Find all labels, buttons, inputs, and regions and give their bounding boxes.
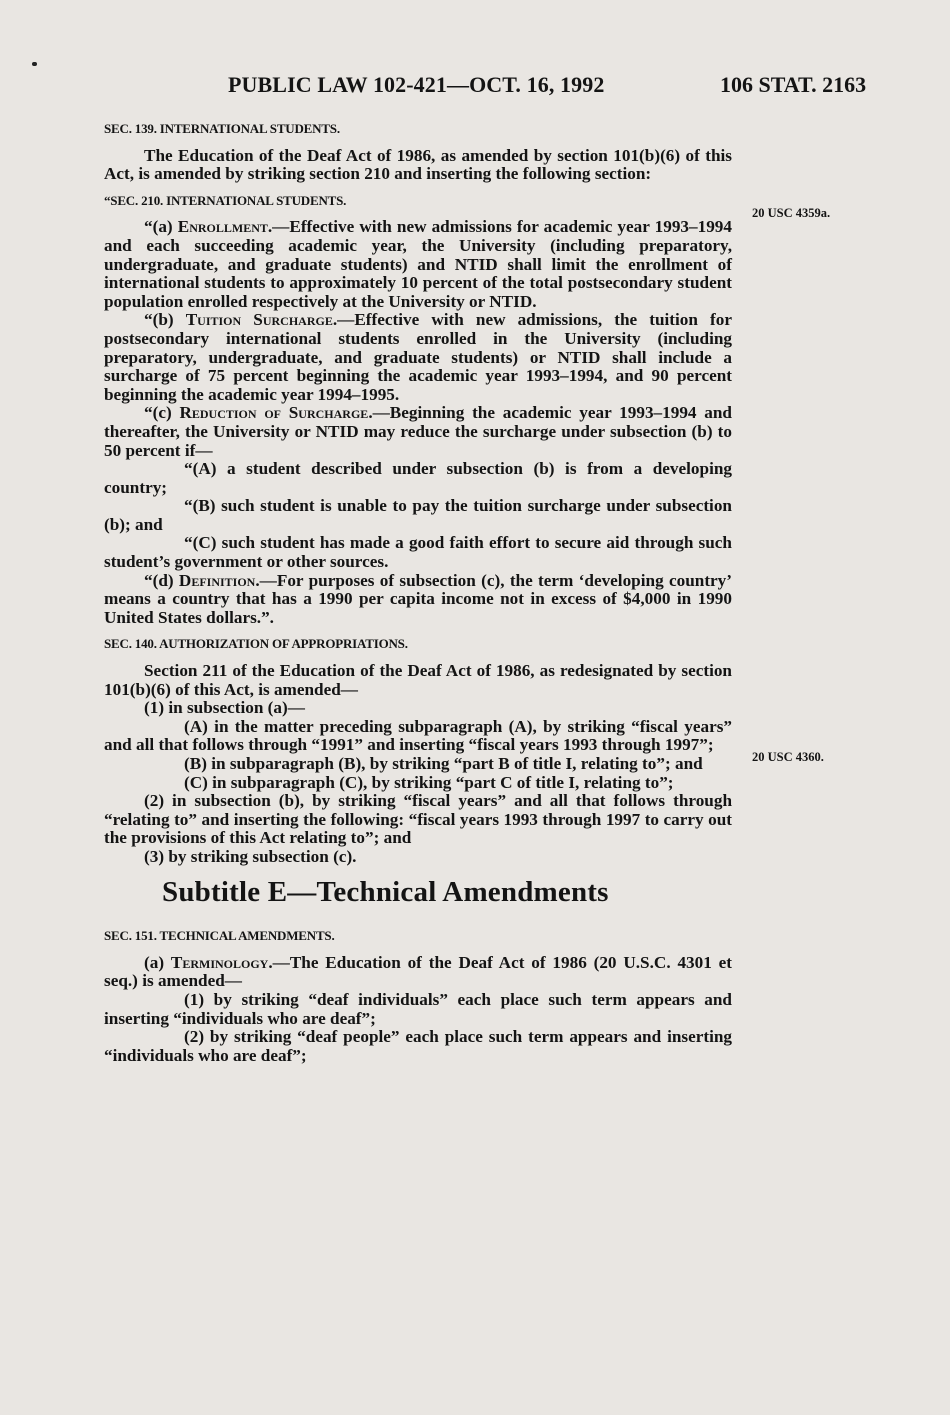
subparagraph: (A) in the matter preceding subparagraph (A), by striking “fiscal years” and all that follows through “1991” and inserting “fiscal years 1993 through 1997”;	[104, 716, 732, 755]
paragraph-item: (3) by striking subsection (c).	[144, 846, 357, 866]
text: .—Beginning the academic year 1993–1994 and thereafter, the University or NTID may reduce the surcharge under subsection (b) to 50 percent if—	[104, 403, 732, 460]
label: “(a)	[144, 217, 178, 237]
paragraph: Section 211 of the Education of the Deaf Act of 1986, as redesignated by section 101(b)(6) of this Act, is amended—	[104, 661, 732, 699]
caption: Terminology	[170, 952, 269, 972]
subparagraph: (C) in subparagraph (C), by striking “part C of title I, relating to”;	[184, 772, 674, 792]
subsection-c	[104, 404, 732, 460]
subparagraph: (B) in subparagraph (B), by striking “part B of title I, relating to”; and	[184, 754, 703, 773]
subparagraph: “(B) such student is unable to pay the tuition surcharge under subsection (b); and	[104, 496, 732, 534]
caption: Enrollment	[177, 217, 268, 237]
paragraph: The Education of the Deaf Act of 1986, as amended by section 101(b)(6) of this Act, is amended by striking section 210 and inserting the following section:	[104, 145, 732, 184]
subparagraph: “(C) such student has made a good faith effort to secure aid through such student’s government or other sources.	[104, 533, 732, 572]
section-heading: SEC. 140. AUTHORIZATION OF APPROPRIATIONS.	[104, 636, 408, 652]
text: .—Effective with new admissions for academic year 1993–1994 and each succeeding academic year, the University (including preparatory, undergraduate, and graduate students) and NTID shall limit the enrollment of international students to approximately 10 percent of the total postsecondary student population enrolled respectively at the University or NTID.	[104, 217, 732, 311]
stat-page-number: 106 STAT. 2163	[720, 72, 867, 97]
inserted-section-heading: “SEC. 210. INTERNATIONAL STUDENTS.	[104, 192, 347, 208]
subsection-b	[104, 311, 732, 404]
margin-citation-4360: 20 USC 4360.	[752, 750, 824, 764]
section-heading: SEC. 151. TECHNICAL AMENDMENTS.	[104, 928, 335, 944]
label: (a)	[144, 952, 171, 972]
paragraph-item: (1) in subsection (a)—	[144, 698, 305, 718]
subparagraph: “(A) a student described under subsection (b) is from a developing country;	[104, 459, 732, 497]
page-body	[104, 120, 732, 1065]
caption: Definition	[178, 570, 256, 590]
subsection-a	[104, 218, 732, 311]
label: “(d)	[144, 570, 179, 590]
running-head: PUBLIC LAW 102-421—OCT. 16, 1992	[228, 72, 605, 97]
margin-citation-4359a: 20 USC 4359a.	[752, 206, 831, 220]
text: .—The Education of the Deaf Act of 1986 (20 U.S.C. 4301 et seq.) is amended—	[104, 952, 732, 991]
scan-speck	[32, 62, 37, 66]
page-header	[0, 72, 950, 102]
section-heading: SEC. 139. INTERNATIONAL STUDENTS.	[104, 121, 340, 136]
text: .—Effective with new admissions, the tuition for postsecondary international students enrolled in the University (including preparatory, undergraduate, and graduate students) or NTID shall include a surcharge of 75 percent beginning the academic year 1993–1994, and 90 percent beginning the academic year 1994–1995.	[104, 310, 732, 404]
label: “(b)	[144, 310, 186, 330]
subsection-a	[104, 954, 732, 991]
text: .—For purposes of subsection (c), the term ‘developing country’ means a country that has a 1990 per capita income not in excess of $4,000 in 1990 United States dollars.”.	[104, 570, 732, 627]
paragraph-item: (1) by striking “deaf individuals” each place such term appears and inserting “individuals who are deaf”;	[104, 989, 732, 1028]
subsection-d	[104, 572, 732, 628]
caption: Tuition Surcharge	[185, 310, 333, 330]
paragraph-item: (2) by striking “deaf people” each place such term appears and inserting “individuals who are deaf”;	[104, 1027, 732, 1065]
caption: Reduction of Surcharge	[179, 403, 369, 423]
subtitle-heading: Subtitle E—Technical Amendments	[162, 875, 609, 908]
paragraph-item: (2) in subsection (b), by striking “fiscal years” and all that follows through “relating to” and inserting the following: “fiscal years 1993 through 1997 to carry out the provisions of this Act relating to”; and	[104, 791, 732, 848]
label: “(c)	[144, 403, 180, 423]
